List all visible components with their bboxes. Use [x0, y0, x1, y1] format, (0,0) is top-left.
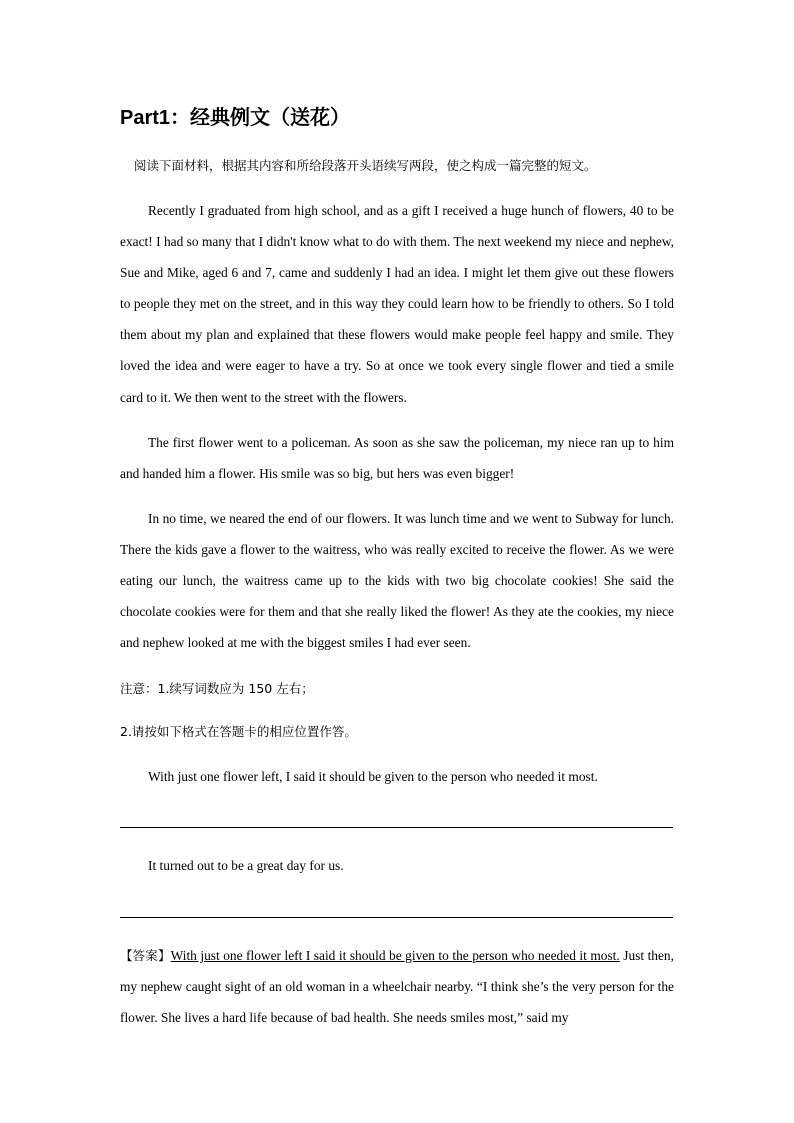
passage-paragraph-2: The first flower went to a policeman. As soon as she saw the policeman, my niece ran up to him and handed him a flower. His smile was so big, but hers was even bigger!: [120, 435, 674, 482]
page-title: Part1：经典例文（送花）: [120, 107, 351, 129]
answer-line-2: [120, 917, 673, 918]
paragraph-starter-1: With just one flower left, I said it should be given to the person who needed it most.: [148, 769, 598, 784]
note-word-count: 注意：1.续写词数应为 150 左右；: [120, 681, 314, 696]
answer-line-1: [120, 827, 673, 828]
passage-paragraph-3: In no time, we neared the end of our flowers. It was lunch time and we went to Subway for lunch. There the kids gave a flower to the waitress, who was really excited to receive the flower. As we were eating our lunch, the waitress came up to the kids with two big chocolate cookies! She said the chocolate cookies were for them and that she really liked the flower! As they ate the cookies, my niece and nephew looked at me with the biggest smiles I had ever seen.: [120, 511, 674, 651]
paragraph-starter-2: It turned out to be a great day for us.: [148, 858, 344, 873]
task-instruction: 阅读下面材料，根据其内容和所给段落开头语续写两段，使之构成一篇完整的短文。: [134, 158, 597, 173]
note-format: 2.请按如下格式在答题卡的相应位置作答。: [120, 724, 357, 739]
passage-paragraph-1: Recently I graduated from high school, and as a gift I received a huge hunch of flowers, 40 to be exact! I had so many that I didn't know what to do with them. The next weekend my niece and nephew, Sue and Mike, aged 6 and 7, came and suddenly I had an idea. I might let them give out these flowers to people they met on the street, and in this way they could learn how to be friendly to others. So I told them about my plan and explained that these flowers would make people feel happy and smile. They loved the idea and were eager to have a try. So at once we took every single flower and tied a smile card to it. We then went to the street with the flowers.: [120, 203, 674, 405]
answer-paragraph: [120, 940, 674, 1033]
answer-text: Just then, my nephew caught sight of an old woman in a wheelchair nearby. “I think she’s the very person for the flower. She lives a hard life because of bad health. She needs smiles most,” said my: [120, 948, 674, 1026]
answer-tag: 【答案】: [120, 948, 171, 963]
answer-underlined-sentence: With just one flower left I said it should be given to the person who needed it most.: [170, 948, 620, 963]
